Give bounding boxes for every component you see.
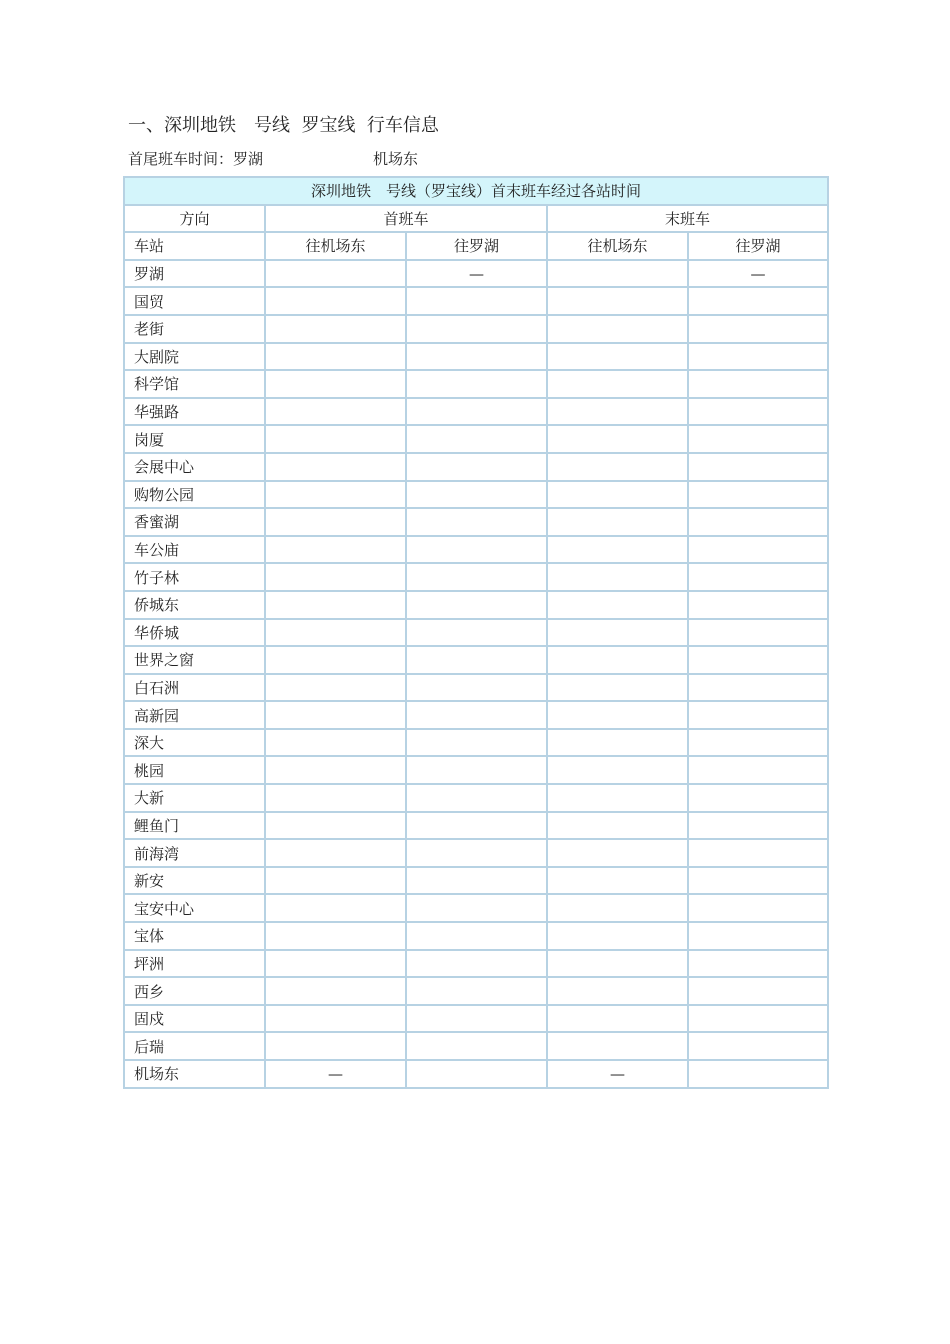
first-to-airport-east-cell [265,701,406,729]
last-to-airport-east-cell [547,563,688,591]
last-to-airport-east-cell [547,343,688,371]
station-name: 机场东 [124,1060,265,1088]
table-row [124,1060,828,1088]
first-to-luohu-cell [406,646,547,674]
first-to-airport-east-cell [265,260,406,288]
direction-header-row [124,205,828,233]
last-to-luohu-cell [688,1005,828,1033]
table-row [124,1005,828,1033]
first-to-luohu-cell: — [406,260,547,288]
station-name: 大新 [124,784,265,812]
table-row [124,591,828,619]
first-to-luohu-cell [406,508,547,536]
station-name: 车公庙 [124,536,265,564]
first-train-header: 首班车 [265,205,547,233]
first-to-luohu-cell [406,977,547,1005]
first-to-airport-east-cell [265,674,406,702]
first-to-luohu-cell [406,812,547,840]
last-to-luohu-cell [688,315,828,343]
table-row [124,1032,828,1060]
last-to-airport-east-cell [547,646,688,674]
last-to-luohu-cell [688,922,828,950]
last-to-airport-east-cell [547,812,688,840]
first-to-airport-east-cell [265,370,406,398]
first-to-airport-east-cell [265,894,406,922]
last-to-airport-east-cell [547,453,688,481]
first-to-airport-east-cell [265,508,406,536]
last-to-airport-east-cell [547,756,688,784]
first-to-luohu-cell [406,563,547,591]
first-to-airport-east-cell [265,343,406,371]
table-row [124,315,828,343]
table-row [124,922,828,950]
first-to-airport-east-cell [265,950,406,978]
first-to-airport-east-header: 往机场东 [265,232,406,260]
first-to-luohu-cell [406,370,547,398]
station-name: 前海湾 [124,839,265,867]
last-to-luohu-cell [688,481,828,509]
last-to-luohu-cell [688,756,828,784]
first-to-luohu-cell [406,287,547,315]
station-name: 会展中心 [124,453,265,481]
last-to-luohu-cell [688,729,828,757]
last-to-airport-east-cell [547,977,688,1005]
last-to-luohu-cell: — [688,260,828,288]
first-to-airport-east-cell [265,619,406,647]
last-to-airport-east-cell [547,701,688,729]
first-to-luohu-cell [406,481,547,509]
station-label: 车站 [124,232,265,260]
last-to-airport-east-cell [547,370,688,398]
station-name: 老街 [124,315,265,343]
last-to-airport-east-cell: — [547,1060,688,1088]
first-to-luohu-cell [406,950,547,978]
last-to-airport-east-cell [547,315,688,343]
last-to-airport-east-header: 往机场东 [547,232,688,260]
last-to-airport-east-cell [547,784,688,812]
station-name: 白石洲 [124,674,265,702]
table-row [124,453,828,481]
station-name: 香蜜湖 [124,508,265,536]
last-to-luohu-cell [688,701,828,729]
first-to-airport-east-cell [265,315,406,343]
last-to-airport-east-cell [547,425,688,453]
table-row [124,729,828,757]
last-to-airport-east-cell [547,894,688,922]
first-to-luohu-cell [406,839,547,867]
table-row [124,563,828,591]
last-to-luohu-cell [688,1032,828,1060]
first-to-luohu-header: 往罗湖 [406,232,547,260]
first-to-luohu-cell [406,398,547,426]
direction-label: 方向 [124,205,265,233]
first-to-luohu-cell [406,756,547,784]
last-to-airport-east-cell [547,950,688,978]
last-to-luohu-cell [688,950,828,978]
table-title-row [124,177,828,205]
last-train-header: 末班车 [547,205,828,233]
table-row [124,784,828,812]
first-to-luohu-cell [406,619,547,647]
service-hours-prefix: 首尾班车时间：罗湖 [128,150,264,168]
last-to-airport-east-cell [547,1005,688,1033]
station-name: 固戍 [124,1005,265,1033]
last-to-luohu-cell [688,563,828,591]
table-row [124,425,828,453]
station-name: 宝安中心 [124,894,265,922]
table-row [124,701,828,729]
first-to-luohu-cell [406,784,547,812]
station-name: 桃园 [124,756,265,784]
table-row [124,950,828,978]
table-row [124,756,828,784]
first-to-airport-east-cell [265,784,406,812]
first-to-airport-east-cell [265,867,406,895]
station-name: 后瑞 [124,1032,265,1060]
first-to-airport-east-cell [265,729,406,757]
first-to-luohu-cell [406,729,547,757]
last-to-luohu-cell [688,894,828,922]
station-name: 西乡 [124,977,265,1005]
timetable [123,176,829,1089]
first-to-luohu-cell [406,1060,547,1088]
first-to-airport-east-cell [265,481,406,509]
first-to-luohu-cell [406,453,547,481]
first-to-airport-east-cell [265,1005,406,1033]
last-to-luohu-cell [688,425,828,453]
station-name: 侨城东 [124,591,265,619]
last-to-luohu-cell [688,619,828,647]
station-name: 大剧院 [124,343,265,371]
station-name: 罗湖 [124,260,265,288]
last-to-luohu-cell [688,1060,828,1088]
first-to-luohu-cell [406,315,547,343]
first-to-airport-east-cell [265,287,406,315]
table-row [124,674,828,702]
last-to-luohu-cell [688,453,828,481]
last-to-luohu-header: 往罗湖 [688,232,828,260]
last-to-airport-east-cell [547,729,688,757]
station-name: 高新园 [124,701,265,729]
last-to-airport-east-cell [547,260,688,288]
first-to-airport-east-cell: — [265,1060,406,1088]
table-row [124,977,828,1005]
page-heading: 一、深圳地铁 号线 罗宝线 行车信息 [128,115,439,136]
station-name: 世界之窗 [124,646,265,674]
last-to-luohu-cell [688,287,828,315]
last-to-airport-east-cell [547,287,688,315]
station-name: 购物公园 [124,481,265,509]
last-to-luohu-cell [688,812,828,840]
station-name: 鲤鱼门 [124,812,265,840]
first-to-luohu-cell [406,701,547,729]
last-to-airport-east-cell [547,536,688,564]
first-to-airport-east-cell [265,591,406,619]
first-to-airport-east-cell [265,839,406,867]
last-to-luohu-cell [688,398,828,426]
first-to-luohu-cell [406,343,547,371]
table-row [124,370,828,398]
first-to-airport-east-cell [265,563,406,591]
table-row [124,508,828,536]
first-to-luohu-cell [406,867,547,895]
station-name: 国贸 [124,287,265,315]
first-to-airport-east-cell [265,398,406,426]
first-to-airport-east-cell [265,1032,406,1060]
station-header-row [124,232,828,260]
last-to-luohu-cell [688,977,828,1005]
table-title: 深圳地铁 号线（罗宝线）首末班车经过各站时间 [124,177,828,205]
first-to-airport-east-cell [265,453,406,481]
last-to-airport-east-cell [547,508,688,536]
table-row [124,481,828,509]
last-to-airport-east-cell [547,398,688,426]
station-name: 坪洲 [124,950,265,978]
table-row [124,287,828,315]
table-row [124,260,828,288]
first-to-luohu-cell [406,425,547,453]
station-name: 宝体 [124,922,265,950]
last-to-luohu-cell [688,839,828,867]
first-to-luohu-cell [406,591,547,619]
first-to-luohu-cell [406,1032,547,1060]
first-to-luohu-cell [406,1005,547,1033]
first-to-airport-east-cell [265,646,406,674]
first-to-airport-east-cell [265,425,406,453]
first-to-airport-east-cell [265,536,406,564]
table-row [124,812,828,840]
station-name: 竹子林 [124,563,265,591]
table-row [124,398,828,426]
last-to-luohu-cell [688,508,828,536]
first-to-luohu-cell [406,536,547,564]
table-row [124,536,828,564]
last-to-luohu-cell [688,784,828,812]
table-row [124,867,828,895]
station-name: 新安 [124,867,265,895]
last-to-luohu-cell [688,674,828,702]
first-to-airport-east-cell [265,922,406,950]
first-to-airport-east-cell [265,977,406,1005]
first-to-airport-east-cell [265,756,406,784]
station-name: 科学馆 [124,370,265,398]
first-to-luohu-cell [406,922,547,950]
service-hours-terminal: 机场东 [373,150,419,168]
table-row [124,343,828,371]
station-name: 华侨城 [124,619,265,647]
first-to-luohu-cell [406,674,547,702]
table-row [124,839,828,867]
last-to-airport-east-cell [547,922,688,950]
last-to-airport-east-cell [547,481,688,509]
last-to-luohu-cell [688,646,828,674]
first-to-luohu-cell [406,894,547,922]
table-row [124,646,828,674]
last-to-airport-east-cell [547,1032,688,1060]
last-to-airport-east-cell [547,867,688,895]
table-row [124,894,828,922]
first-to-airport-east-cell [265,812,406,840]
last-to-luohu-cell [688,343,828,371]
last-to-airport-east-cell [547,619,688,647]
last-to-luohu-cell [688,867,828,895]
service-hours-line [128,148,418,170]
station-name: 华强路 [124,398,265,426]
last-to-airport-east-cell [547,591,688,619]
table-row [124,619,828,647]
last-to-luohu-cell [688,370,828,398]
station-name: 岗厦 [124,425,265,453]
last-to-luohu-cell [688,591,828,619]
last-to-airport-east-cell [547,674,688,702]
last-to-luohu-cell [688,536,828,564]
station-name: 深大 [124,729,265,757]
last-to-airport-east-cell [547,839,688,867]
